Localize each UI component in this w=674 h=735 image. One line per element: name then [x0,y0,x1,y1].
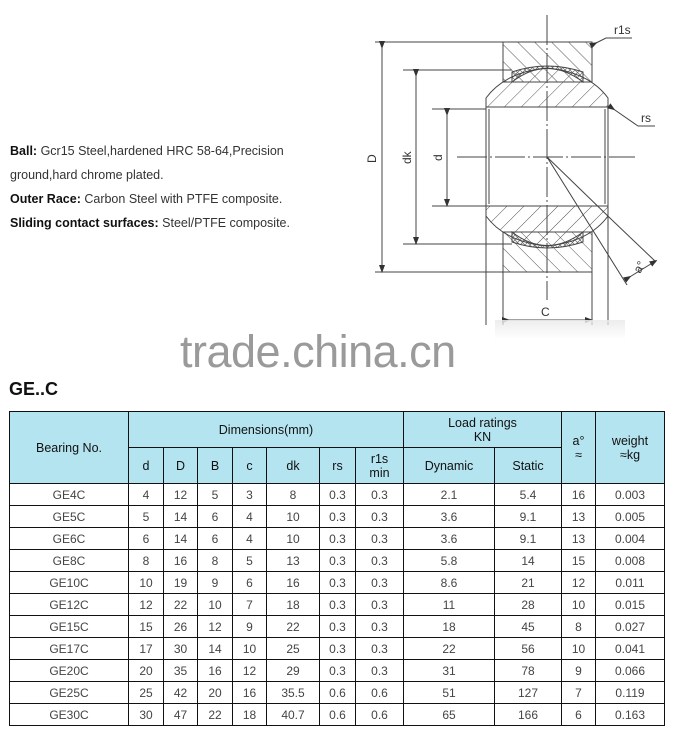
table-row [10,572,665,594]
label-d: d [431,154,445,161]
bearing-cross-section-diagram [340,0,674,340]
cell-rs: 0.3 [320,484,356,506]
cell-c: 10 [233,638,267,660]
table-row [10,506,665,528]
cell-rs: 0.3 [320,572,356,594]
cell-D: 14 [164,506,198,528]
cell-bearing-no: GE4C [10,484,129,506]
cell-d: 12 [129,594,164,616]
cell-weight: 0.027 [596,616,665,638]
load-ratings-label: Load ratings [448,415,517,430]
cell-d: 8 [129,550,164,572]
cell-dk: 13 [267,550,320,572]
cell-d: 25 [129,682,164,704]
cell-c: 9 [233,616,267,638]
cell-r1s: 0.3 [356,638,404,660]
cell-rs: 0.3 [320,550,356,572]
header-D: D [164,448,198,484]
cell-angle: 10 [562,594,596,616]
cell-d: 4 [129,484,164,506]
table-row [10,550,665,572]
cell-bearing-no: GE15C [10,616,129,638]
cell-static: 127 [495,682,562,704]
cell-static: 78 [495,660,562,682]
cell-c: 12 [233,660,267,682]
cell-angle: 15 [562,550,596,572]
cell-angle: 13 [562,528,596,550]
cell-rs: 0.3 [320,616,356,638]
cell-dynamic: 31 [404,660,495,682]
angle-label: a° [572,433,585,448]
cell-D: 14 [164,528,198,550]
cell-B: 5 [198,484,233,506]
cell-static: 56 [495,638,562,660]
cell-D: 19 [164,572,198,594]
angle-approx: ≈ [575,447,582,462]
cell-B: 22 [198,704,233,726]
cell-dk: 10 [267,528,320,550]
cell-weight: 0.015 [596,594,665,616]
r1s-label: r1s [370,451,389,466]
cell-angle: 6 [562,704,596,726]
header-dk: dk [267,448,320,484]
cell-rs: 0.3 [320,660,356,682]
weight-unit: ≈kg [619,447,641,462]
cell-dk: 18 [267,594,320,616]
cell-weight: 0.119 [596,682,665,704]
cell-r1s: 0.3 [356,506,404,528]
diagram-fade [495,320,625,340]
header-static: Static [495,448,562,484]
header-d: d [129,448,164,484]
cell-c: 6 [233,572,267,594]
cell-dk: 10 [267,506,320,528]
cell-weight: 0.163 [596,704,665,726]
table-row [10,682,665,704]
bearing-spec-table [9,411,665,726]
cell-D: 35 [164,660,198,682]
cell-d: 5 [129,506,164,528]
cell-angle: 9 [562,660,596,682]
cell-dynamic: 3.6 [404,506,495,528]
cell-angle: 16 [562,484,596,506]
cell-dk: 35.5 [267,682,320,704]
cell-r1s: 0.3 [356,528,404,550]
spec-sliding-surfaces [10,211,330,235]
cell-c: 5 [233,550,267,572]
cell-r1s: 0.3 [356,484,404,506]
cell-r1s: 0.6 [356,704,404,726]
watermark: trade.china.cn [180,326,456,377]
spec-label: Outer Race: [10,192,81,206]
cell-rs: 0.6 [320,704,356,726]
cell-static: 9.1 [495,528,562,550]
cell-angle: 10 [562,638,596,660]
cell-dk: 29 [267,660,320,682]
cell-static: 45 [495,616,562,638]
cell-D: 47 [164,704,198,726]
cell-static: 28 [495,594,562,616]
cell-static: 21 [495,572,562,594]
header-r1s-min [356,448,404,484]
header-c: c [233,448,267,484]
cell-dynamic: 8.6 [404,572,495,594]
cell-dk: 25 [267,638,320,660]
cell-dk: 22 [267,616,320,638]
spec-label: Sliding contact surfaces: [10,216,159,230]
cell-dynamic: 5.8 [404,550,495,572]
cell-bearing-no: GE8C [10,550,129,572]
cell-static: 14 [495,550,562,572]
cell-B: 12 [198,616,233,638]
cell-c: 4 [233,506,267,528]
cell-static: 9.1 [495,506,562,528]
cell-D: 12 [164,484,198,506]
cell-rs: 0.3 [320,594,356,616]
cell-weight: 0.011 [596,572,665,594]
cell-r1s: 0.3 [356,550,404,572]
header-bearing-no: Bearing No. [10,412,129,484]
cell-dynamic: 18 [404,616,495,638]
cell-rs: 0.3 [320,506,356,528]
cell-dynamic: 11 [404,594,495,616]
cell-static: 5.4 [495,484,562,506]
cell-weight: 0.003 [596,484,665,506]
header-B: B [198,448,233,484]
cell-dk: 40.7 [267,704,320,726]
cell-D: 26 [164,616,198,638]
weight-label: weight [611,433,649,448]
cell-bearing-no: GE12C [10,594,129,616]
cell-dynamic: 51 [404,682,495,704]
spec-text: Steel/PTFE composite. [162,216,290,230]
cell-weight: 0.066 [596,660,665,682]
cell-bearing-no: GE17C [10,638,129,660]
cell-bearing-no: GE25C [10,682,129,704]
cell-d: 30 [129,704,164,726]
cell-dynamic: 2.1 [404,484,495,506]
cell-D: 16 [164,550,198,572]
cell-B: 16 [198,660,233,682]
cell-bearing-no: GE10C [10,572,129,594]
cell-weight: 0.041 [596,638,665,660]
cell-d: 15 [129,616,164,638]
cell-B: 20 [198,682,233,704]
cell-weight: 0.004 [596,528,665,550]
header-load-ratings [404,412,562,448]
table-body [10,484,665,726]
table-row [10,484,665,506]
cell-dynamic: 65 [404,704,495,726]
table-row [10,704,665,726]
table-row [10,594,665,616]
cell-dynamic: 3.6 [404,528,495,550]
load-ratings-unit: KN [473,429,492,444]
cell-B: 6 [198,528,233,550]
cell-c: 4 [233,528,267,550]
cell-r1s: 0.3 [356,616,404,638]
r1s-min-label: min [369,465,390,480]
label-rs: rs [641,111,651,125]
cell-bearing-no: GE6C [10,528,129,550]
cell-static: 166 [495,704,562,726]
spec-text: Gcr15 Steel,hardened HRC 58-64,Precision ground,hard chrome plated. [10,144,284,182]
cell-angle: 7 [562,682,596,704]
table-row [10,638,665,660]
header-dynamic: Dynamic [404,448,495,484]
cell-c: 7 [233,594,267,616]
cell-B: 10 [198,594,233,616]
spec-outer-race [10,187,330,211]
label-D: D [365,154,379,163]
cell-dk: 16 [267,572,320,594]
cell-c: 18 [233,704,267,726]
cell-B: 8 [198,550,233,572]
cell-r1s: 0.3 [356,572,404,594]
cell-dynamic: 22 [404,638,495,660]
material-specs [10,139,330,235]
spec-label: Ball: [10,144,38,158]
label-angle: a° [630,258,649,276]
label-dk: dk [400,151,414,164]
label-r1s: r1s [614,23,631,37]
cell-d: 6 [129,528,164,550]
cell-rs: 0.6 [320,682,356,704]
label-c: C [541,305,550,319]
cell-c: 3 [233,484,267,506]
cell-weight: 0.005 [596,506,665,528]
cell-angle: 12 [562,572,596,594]
spec-ball [10,139,330,187]
cell-r1s: 0.3 [356,594,404,616]
cell-bearing-no: GE30C [10,704,129,726]
cell-bearing-no: GE5C [10,506,129,528]
table-row [10,616,665,638]
cell-r1s: 0.6 [356,682,404,704]
cell-angle: 13 [562,506,596,528]
section-title: GE..C [9,379,59,399]
table-row [10,660,665,682]
header-dimensions: Dimensions(mm) [129,412,404,448]
cell-rs: 0.3 [320,528,356,550]
cell-d: 20 [129,660,164,682]
cell-rs: 0.3 [320,638,356,660]
header-rs: rs [320,448,356,484]
cell-B: 9 [198,572,233,594]
cell-bearing-no: GE20C [10,660,129,682]
cell-r1s: 0.3 [356,660,404,682]
cell-d: 17 [129,638,164,660]
cell-D: 22 [164,594,198,616]
cell-B: 6 [198,506,233,528]
header-weight [596,412,665,484]
cell-c: 16 [233,682,267,704]
cell-D: 30 [164,638,198,660]
table-row [10,528,665,550]
cell-d: 10 [129,572,164,594]
cell-D: 42 [164,682,198,704]
cell-dk: 8 [267,484,320,506]
cell-weight: 0.008 [596,550,665,572]
spec-text: Carbon Steel with PTFE composite. [84,192,283,206]
cell-angle: 8 [562,616,596,638]
header-angle [562,412,596,484]
cell-B: 14 [198,638,233,660]
